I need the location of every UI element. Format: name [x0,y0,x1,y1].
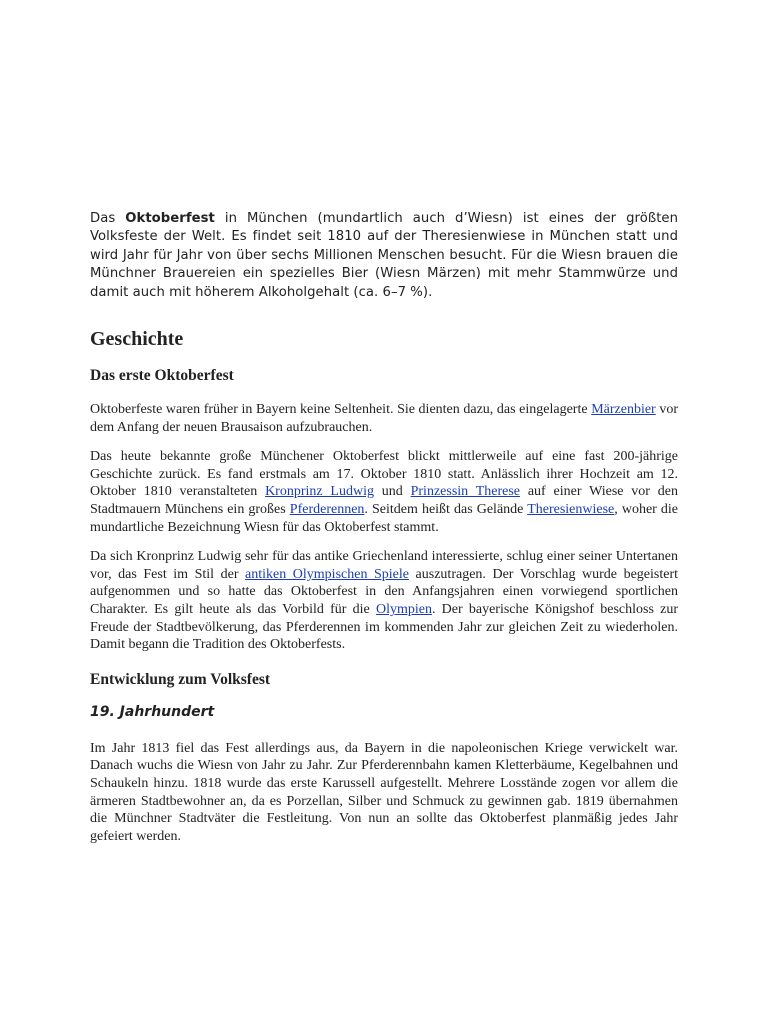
p1-text-1: Oktoberfeste waren früher in Bayern keine Seltenheit. Sie dienten dazu, das eingelagerte [90,402,592,418]
p3-text-1: Da sich Kronprinz Ludwig sehr für das antike Griechenland interessierte, schlug einer seiner Untertanen vor, das Fest im Stil der [90,549,678,582]
p2-text-4: . Seitdem heißt das Gelände [364,502,528,517]
p2-text-3: auf einer Wiese vor den Stadtmauern Münchens ein großes [90,484,678,517]
intro-paragraph [90,210,678,302]
link-maerzenbier[interactable]: Märzenbier [591,402,656,418]
heading-entwicklung: Entwicklung zum Volksfest [90,670,271,688]
link-theresienwiese[interactable]: Theresienwiese [527,502,615,517]
p2-text-5: , woher die mundartliche Bezeichnung Wiesn für das Oktoberfest stammt. [90,502,678,535]
link-olympische-spiele[interactable]: antiken Olympischen Spiele [245,566,409,582]
paragraph-19-jahrhundert: Im Jahr 1813 fiel das Fest allerdings aus, da Bayern in die napoleonischen Kriege verwickelt war. Danach wuchs die Wiesn von Jahr zu Jahr. Zur Pferderennbahn kamen Kletterbäume, Kegelbahnen und Schaukeln hinzu. 1818 wurde das erste Karussell aufgestellt. Mehrere Losstände zogen vor allem die ärmeren Stadtbewohner an, da es Porzellan, Silber und Schmuck zu gewinnen gab. 1819 übernahmen die Münchner Stadtväter die Festleitung. Von nun an sollte das Oktoberfest planmäßig jedes Jahr gefeiert werden. [90,740,678,844]
heading-19-jahrhundert: 19. Jahrhundert [90,703,215,720]
link-pferderennen[interactable]: Pferderennen [289,502,365,517]
link-prinzessin-therese[interactable]: Prinzessin Therese [410,484,521,500]
p1-text-2: vor dem Anfang der neuen Brausaison aufzubrauchen. [90,402,678,435]
link-olympien[interactable]: Olympien [375,601,432,617]
intro-text-1: Das [90,211,126,226]
intro-text-2: in München (mundartlich auch d’Wiesn) ist eines der größten Volksfeste der Welt. Es findet seit 1810 auf der Theresienwiese in München statt und wird Jahr für Jahr von über sechs Millionen Menschen besucht. Für die Wiesn brauen die Münchner Brauereien ein spezielles Bier (Wiesn Märzen) mit mehr Stammwürze und damit auch mit höherem Alkoholgehalt (ca. 6–7 %). [90,211,678,300]
p2-text-1: Das heute bekannte große Münchener Oktoberfest blickt mittlerweile auf eine fast 200-jährige Geschichte zurück. Es fand erstmals am 17. Oktober 1810 statt. Anlässlich ihrer Hochzeit am 12. Oktober 1810 veranstalteten [90,449,678,500]
p3-text-3: . Der bayerische Königshof beschloss zur Freude der Stadtbevölkerung, das Pferderennen im kommenden Jahr zur gleichen Zeit zu wiederholen. Damit begann die Tradition des Oktoberfests. [90,601,678,653]
paragraph-erstes-fest [90,448,678,536]
heading-erste-oktoberfest: Das erste Oktoberfest [90,367,234,385]
document-page [90,210,678,845]
paragraph-maerzenbier [90,401,678,436]
heading-geschichte: Geschichte [90,328,184,351]
p2-text-2: und [373,484,411,500]
paragraph-olympische-spiele [90,548,678,654]
intro-bold-term: Oktoberfest [125,211,215,226]
p3-text-2: auszutragen. Der Vorschlag wurde begeistert aufgenommen und so hatte das Oktoberfest in den Anfangsjahren einen vorwiegend sportlichen Charakter. Es gilt heute als das Vorbild für die [90,566,678,617]
link-kronprinz-ludwig[interactable]: Kronprinz Ludwig [265,484,374,500]
